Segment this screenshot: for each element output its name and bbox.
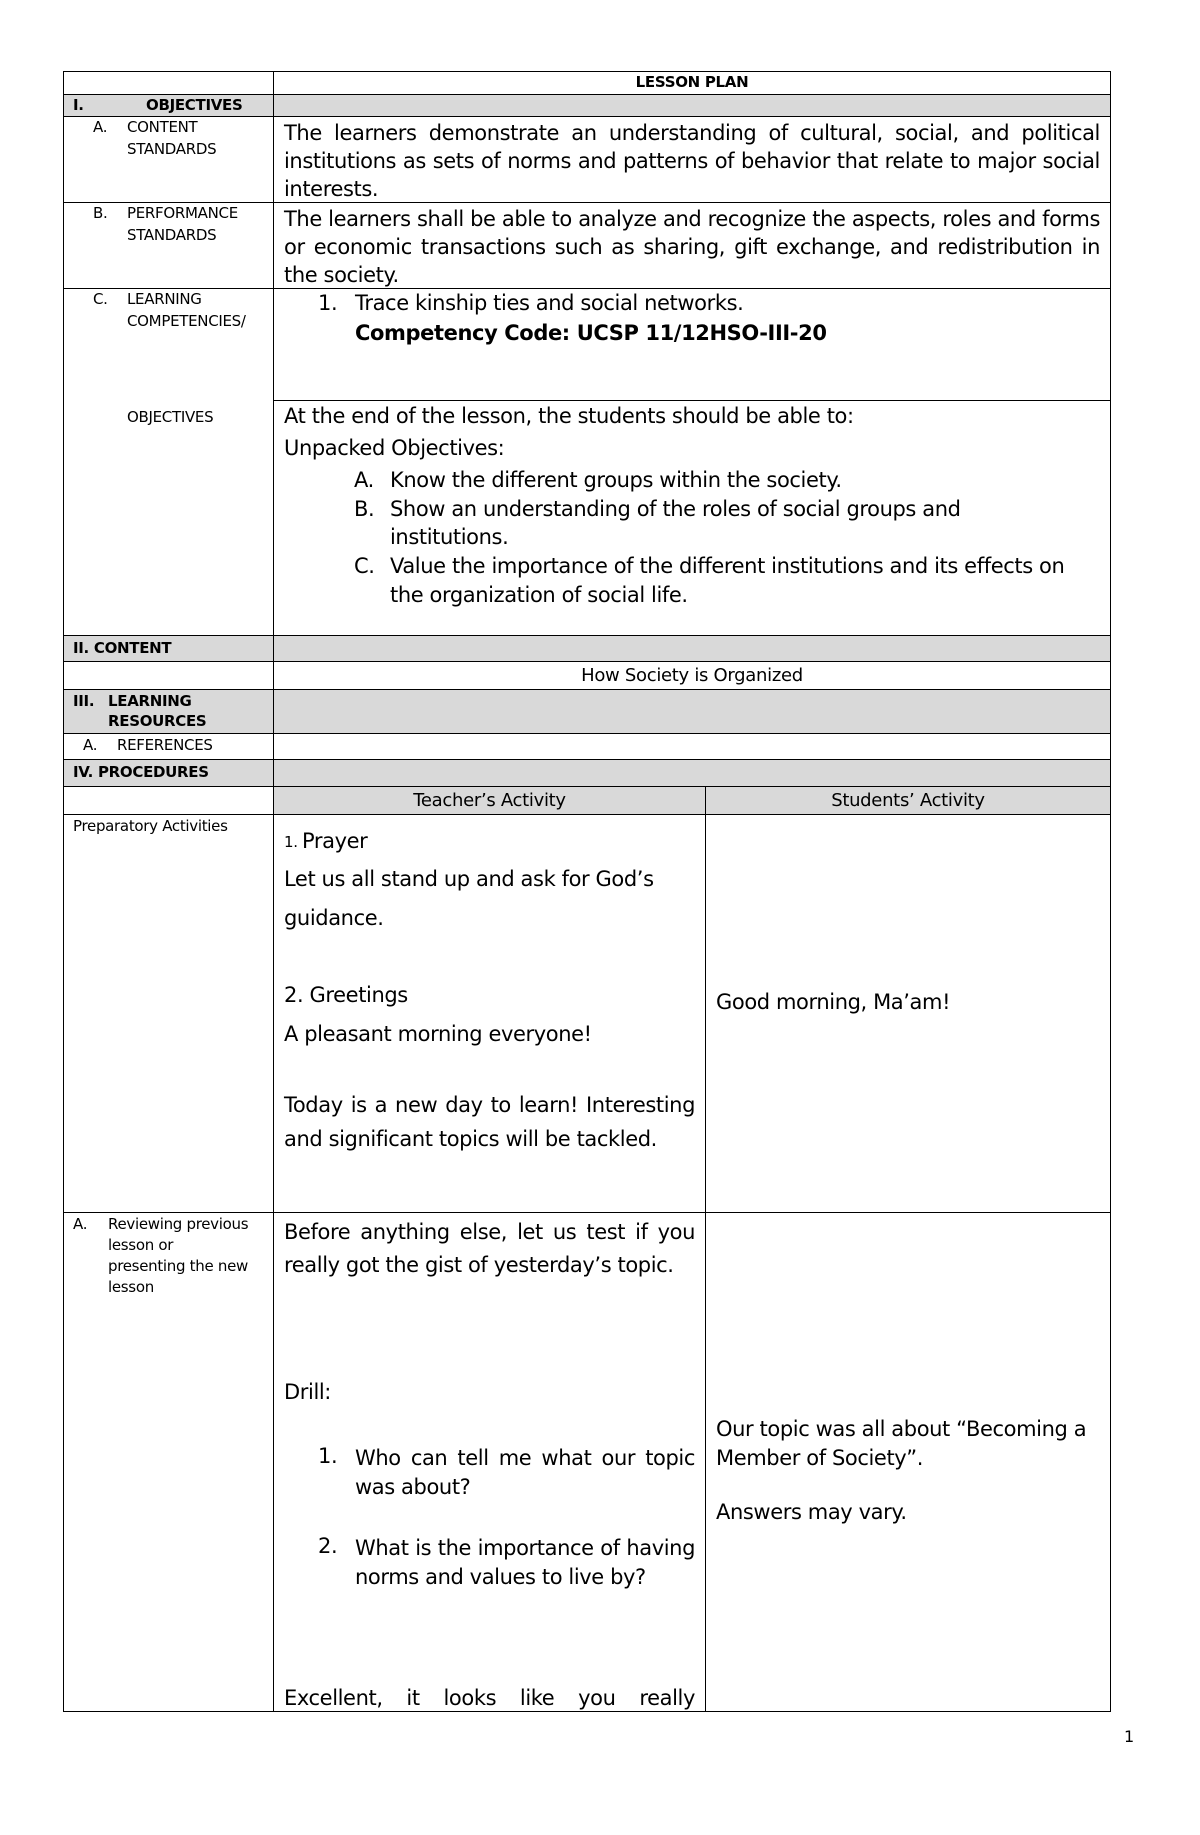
objectives-heading: OBJECTIVES — [146, 96, 243, 114]
resources-heading-line1: LEARNING — [108, 692, 192, 710]
competencies-label-line2: COMPETENCIES/ — [127, 312, 246, 330]
drill-label: Drill: — [284, 1380, 331, 1404]
objective-b-text-line1: Show an understanding of the roles of social groups and — [390, 497, 961, 521]
resources-heading-line2: RESOURCES — [108, 712, 207, 730]
objective-a-letter: A. — [354, 468, 374, 492]
student-greeting-reply: Good morning, Ma’am! — [716, 990, 951, 1014]
procedures-heading: IV. PROCEDURES — [73, 763, 209, 781]
competency-item-num: 1. — [318, 291, 338, 315]
students-activity-header: Students’ Activity — [831, 790, 985, 811]
objective-c-text-line1: Value the importance of the different institutions and its effects on — [390, 554, 1065, 578]
content-standards-text: The learners demonstrate an understanding of cultural, social, and political institutions as sets of norms and patterns of behavior that relate to major social interests. — [284, 121, 1100, 201]
references-text-cell — [273, 733, 1111, 760]
procedures-heading-right-cell — [273, 759, 1111, 787]
competencies-label-cell — [63, 288, 274, 636]
objective-b-letter: B. — [354, 497, 375, 521]
reviewing-label-line2: lesson or — [108, 1236, 174, 1254]
reviewing-label-line4: lesson — [108, 1278, 154, 1296]
performance-standards-label-line1: PERFORMANCE — [127, 204, 238, 222]
student-answers-vary: Answers may vary. — [716, 1500, 907, 1524]
content-heading: II. CONTENT — [73, 639, 172, 657]
drill-question-2: What is the importance of having norms and values to live by? — [355, 1536, 695, 1589]
competency-item-text: Trace kinship ties and social networks. — [355, 291, 744, 315]
preparatory-label-cell — [63, 814, 274, 1213]
references-letter: A. — [83, 736, 98, 754]
teacher-activity-header: Teacher’s Activity — [413, 790, 566, 811]
content-topic: How Society is Organized — [581, 665, 803, 686]
header-left-cell — [63, 71, 274, 95]
preparatory-label: Preparatory Activities — [73, 817, 228, 835]
competencies-label-line1: LEARNING — [127, 290, 202, 308]
reviewing-label-line3: presenting the new — [108, 1257, 248, 1275]
excellent-text: Excellent, it looks like you really — [284, 1686, 695, 1710]
reviewing-label-line1: Reviewing previous — [108, 1215, 249, 1233]
performance-standards-label-line2: STANDARDS — [127, 226, 217, 244]
drill-question-1: Who can tell me what our topic was about? — [355, 1446, 695, 1499]
performance-standards-letter: B. — [93, 204, 108, 222]
reviewing-letter: A. — [73, 1215, 88, 1233]
greetings-heading: 2. Greetings — [284, 983, 408, 1007]
drill-question-1-num: 1. — [318, 1444, 338, 1468]
reviewing-label-cell — [63, 1212, 274, 1712]
topic-left-cell — [63, 661, 274, 690]
competencies-letter: C. — [93, 290, 108, 308]
objective-a-text: Know the different groups within the society. — [390, 468, 842, 492]
page-number: 1 — [1124, 1727, 1134, 1746]
prayer-heading: Prayer — [302, 829, 368, 853]
objective-c-letter: C. — [354, 554, 375, 578]
content-heading-right-cell — [273, 635, 1111, 662]
references-label: REFERENCES — [117, 736, 213, 754]
prayer-line1: Let us all stand up and ask for God’s — [284, 867, 654, 891]
lesson-plan-title: LESSON PLAN — [635, 73, 749, 91]
student-topic-answer: Our topic was all about “Becoming a Member of Society”. — [716, 1417, 1087, 1470]
content-standards-label-line1: CONTENT — [127, 118, 198, 136]
today-text: Today is a new day to learn! Interesting and significant topics will be tackled. — [284, 1093, 695, 1151]
resources-heading-right-cell — [273, 689, 1111, 734]
content-standards-label-line2: STANDARDS — [127, 140, 217, 158]
unpacked-objectives-label: Unpacked Objectives: — [284, 436, 505, 460]
reviewing-before-text: Before anything else, let us test if you really got the gist of yesterday’s topic. — [284, 1220, 695, 1277]
prayer-line2: guidance. — [284, 906, 384, 930]
procedures-col-left-cell — [63, 786, 274, 815]
resources-heading-num: III. — [73, 692, 95, 710]
objectives-heading-num: I. — [73, 96, 84, 114]
content-standards-letter: A. — [93, 118, 108, 136]
performance-standards-text: The learners shall be able to analyze and recognize the aspects, roles and forms or economic transactions such as sharing, gift exchange, and redistribution in the society. — [284, 207, 1100, 287]
prayer-num: 1. — [284, 833, 298, 851]
objective-b-text-line2: institutions. — [390, 525, 509, 549]
objectives-heading-right-cell — [273, 94, 1111, 117]
drill-question-2-num: 2. — [318, 1534, 338, 1558]
greeting-text: A pleasant morning everyone! — [284, 1022, 592, 1046]
objectives-label: OBJECTIVES — [127, 408, 214, 426]
objective-c-text-line2: the organization of social life. — [390, 583, 688, 607]
competency-code: Competency Code: UCSP 11/12HSO-III-20 — [355, 321, 827, 345]
objectives-intro: At the end of the lesson, the students should be able to: — [284, 404, 854, 428]
